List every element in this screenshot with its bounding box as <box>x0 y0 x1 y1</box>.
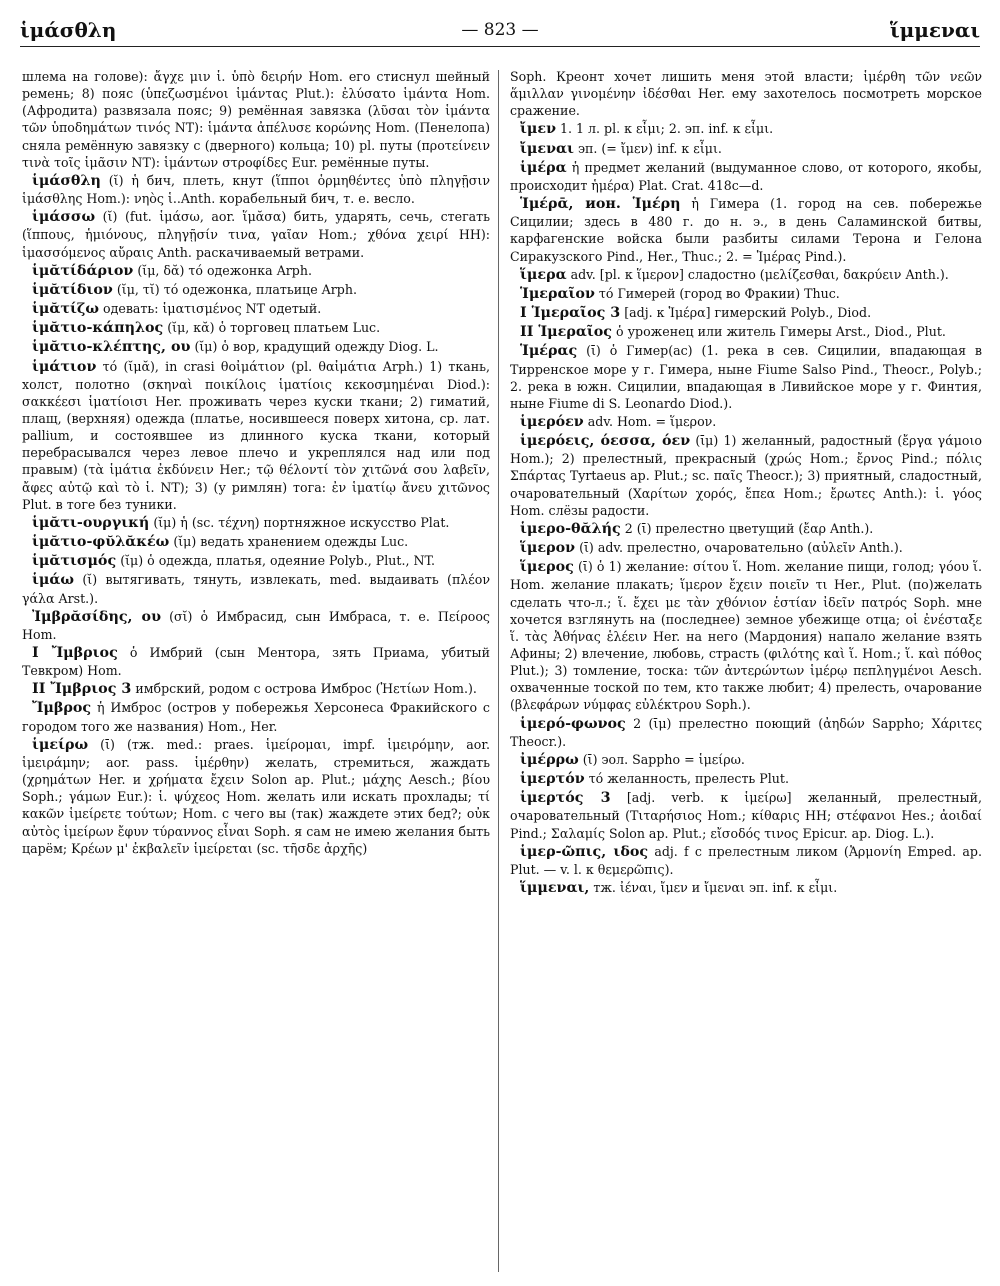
dictionary-entry <box>510 789 982 841</box>
entry-text: (ῑ) adv. прелестно, очаровательно (αὐλεῖν Anth.). <box>579 540 903 556</box>
entry-headword: ἴμεν <box>520 121 556 138</box>
dictionary-entry <box>510 285 982 303</box>
entry-headword: ἵμερον <box>520 540 576 557</box>
dictionary-entry <box>22 736 490 857</box>
dictionary-entry <box>22 338 490 356</box>
entry-text: (ῑ) эол. Sappho = ἱμείρω. <box>582 751 745 767</box>
dictionary-entry <box>22 514 490 532</box>
entry-text: (ῑ) (тж. med.: praes. ἱμείρομαι, impf. ἱμειρόμην, aor. ἱμειράμην; aor. pass. ἱμέρθην) желать, стремиться, жаждать (χρημάτων Her. и χρήματα ἔχειν Solon ap. Plut.; μάχης Aesch.; βίου Soph.; γάμων Eur.): ἱ. ψύχεος Hom. желать или искать прохлады; τί κακῶν ἱμείρετε τούτων; Hom. с чего вы (так) жаждете этих бед?; οὐκ αὐτὸς ἱμείρων ἔφυν τύραννος εἶναι Soph. я сам не имею желания быть царём; Κρέων μ' ἐκβαλεῖν ἱμείρεται (sc. τῆσδε ἀρχῆς) <box>22 736 490 856</box>
entry-text: (ῑμ) 1) желанный, радостный (ἔργα γάμοιο Hom.); 2) прелестный, прекрасный (χρώς Hom.; ἔρνος Pind.; πόλις Σπάρτας Tyrtaeus ap. Plut.; sc. παῖς Theocr.); 3) приятный, сладостный, очаровательный (Χαρίτων χορός, ἔπεα Hom.; ἔρωτες Anth.): ἱ. γόος Hom. слёзы радости. <box>510 433 982 518</box>
entry-text: Soph. Креонт хочет лишить меня этой власти; ἱμέρθη τῶν νεῶν ἅμιλλαν γινομένην ἰδέσθαι Her. ему захотелось посмотреть морское сражение. <box>510 69 982 119</box>
column-divider <box>498 70 499 1272</box>
page-number: — 823 — <box>461 20 539 40</box>
dictionary-entry <box>510 159 982 194</box>
dictionary-entry <box>510 195 982 265</box>
entry-text: ὁ Имбрий (сын Ментора, зять Приама, убитый Тевкром) Hom. <box>22 645 490 679</box>
entry-headword: II Ἴμβριος 3 <box>32 681 132 698</box>
entry-text: (ῐμ, κᾰ) ὁ торговец платьем Luc. <box>167 320 381 336</box>
dictionary-entry <box>510 323 982 341</box>
entry-text: τό Гимерей (город во Фракии) Thuc. <box>598 285 840 301</box>
dictionary-entry <box>22 552 490 570</box>
entry-text: adj. f с прелестным ликом (Ἁρμονίη Emped. ap. Plut. — v. l. к θεμερῶπις). <box>510 843 982 877</box>
entry-headword: ἱμερόεν <box>520 413 584 430</box>
entry-headword: ἱμᾰτισμός <box>32 553 117 570</box>
dictionary-entry <box>510 342 982 412</box>
entry-text: эп. (= ἴμεν) inf. к εἶμι. <box>577 140 722 156</box>
page-header <box>20 14 980 47</box>
entry-text: adv. [pl. к ἵμερον] сладостно (μελίζεσθαι, δακρύειν Anth.). <box>570 266 949 282</box>
dictionary-entry <box>510 539 982 557</box>
left-column <box>22 68 490 1278</box>
dictionary-entry <box>510 140 982 158</box>
entry-text: (ῑ) ὁ 1) желание: σίτου ἵ. Hom. желание пищи, голод; γόου ἵ. Hom. желание плакать; ἵμερον ἔχειν ποιεῖν τι Her., Plut. (по)желать сделать что-л.; ἵ. ἔχει με τὰν χθόνιον ἑστίαν ἰδεῖν πατρός Soph. мне хочется взглянуть на (последнее) земное убежище отца; οἱ ἐνέσταξε ἵ. τὰς Ἀθήνας ἑλέειν Her. на него (Мардония) напало желание взять Афины; 2) влечение, любовь, страсть (φιλότης καὶ ἵ. Hom.; ἵ. καὶ πόθος Plut.); 3) томление, тоска: τῶν ἀντερώντων ἱμέρῳ πεπληγμένοι Aesch. охваченные тоской по тем, кто также любит; 4) прелесть, очарование (βλεφάρων νύμφας εὐλέκτρου Soph.). <box>510 559 982 713</box>
entry-text: (σῐ) ὁ Имбрасид, сын Имбраса, т. е. Πείροος Hom. <box>22 608 490 642</box>
entry-text: 1. 1 л. pl. к εἶμι; 2. эп. inf. к εἶμι. <box>560 121 774 137</box>
entry-headword: Ἱμέρας <box>520 343 578 360</box>
dictionary-entry <box>22 680 490 698</box>
dictionary-entry <box>22 281 490 299</box>
entry-text: 2 (ῑ) прелестно цветущий (ἔαρ Anth.). <box>624 520 874 536</box>
running-head-left: ἱμάσθλη <box>20 18 117 42</box>
entry-text: (ῑ) ὁ Гимер(ас) (1. река в сев. Сицилии, впадающая в Тирренское море у г. Гимера, ныне Fiume Salso Pind., Theocr., Polyb.; 2. река в южн. Сицилии, впадающая в Ливийское море у г. Финтия, ныне Fiume di S. Leonardo Diod.). <box>510 343 982 411</box>
entry-text: τό желанность, прелесть Plut. <box>588 771 789 787</box>
dictionary-entry <box>22 300 490 318</box>
entry-text: шлема на голове): ἄγχε μιν ἱ. ὑπὸ δειρήν Hom. его стиснул шейный ремень; 8) пояс (ὑπεζωσμένοι ἱμάντας Plut.): ἐλύσατο ἱμάντα Hom. (Афродита) развязала пояс; 9) ремённая завязка (λῦσαι τὸν ἱμάντα τῶν ὑποδημάτων τινός NT): ἱμάντα ἀπέλυσε κορώνης Hom. (Пенелопа) сняла ремённую завязку с (дверного) кольца; 10) pl. путы (προτείνειν τινὰ τοῖς ἱμᾶσιν NT): ἱμάντων στροφίδες Eur. ремённые путы. <box>22 69 490 170</box>
entry-text: (ῐμ) ὁ одежда, платья, одеяние Polyb., Plut., NT. <box>120 553 436 569</box>
entry-headword: II Ἱμεραῖος <box>520 324 613 341</box>
entry-text: 2 (ῑμ) прелестно поющий (ἀηδών Sappho; Χάριτες Theocr.). <box>510 715 982 749</box>
entry-text: одевать: ἱματισμένος NT одетый. <box>103 301 322 317</box>
entry-text: (ῐ) ἡ бич, плеть, кнут (ἵπποι ὁρμηθέντες ὑπὸ πληγῇσιν ἱμάσθλης Hom.): νηὸς ἱ..Anth. корабельный бич, т. е. весло. <box>22 172 490 207</box>
entry-text: имбрский, родом с острова Имброс (Ἠετίων Hom.). <box>135 681 477 697</box>
dictionary-entry <box>510 413 982 431</box>
entry-headword: ἱμερό-φωνος <box>520 715 626 732</box>
entry-text: [adj. к Ἱμέρα] гимерский Polyb., Diod. <box>624 305 872 321</box>
entry-headword: ἵμερος <box>520 559 574 576</box>
entry-text: adv. Hom. = ἵμερον. <box>587 413 717 429</box>
entry-headword: ἵμμεναι, <box>520 880 590 897</box>
entry-headword: I Ἴμβριος <box>32 645 118 661</box>
entry-text: (ῐ) вытягивать, тянуть, извлекать, med. выдаивать (πλέον γάλα Arst.). <box>22 572 490 606</box>
dictionary-entry <box>22 319 490 337</box>
entry-headword: ἱμερτόν <box>520 771 585 788</box>
dictionary-entry <box>510 68 982 119</box>
entry-headword: ἱμᾰτίδιον <box>32 281 113 298</box>
dictionary-entry <box>510 304 982 322</box>
entry-headword: Ἰμβρᾰσίδης, ου <box>32 608 162 625</box>
dictionary-entry <box>510 770 982 788</box>
entry-text: (ῐμ, δᾰ) τό одежонка Arph. <box>137 262 312 278</box>
entry-headword: ἱμάσθλη <box>32 172 101 189</box>
entry-text: ἡ Гимера (1. город на сев. побережье Сицилии; здесь в 480 г. до н. э., в день Саламинской битвы, карфагенские войска были разбиты силами Терона и Гелона Сиракузского Pind., Her., Thuc.; 2. = Ἱμέρας Pind.). <box>510 196 982 264</box>
dictionary-entry <box>510 120 982 138</box>
entry-text: τό (ῐμᾰ), in crasi θοἰμάτιον (pl. θαἰμάτια Arph.) 1) ткань, холст, полотно (σκηναὶ ποικίλοις ἱματίοις κεκοσμημέναι Diod.): σακκέεσι ἱματίοισι Her. проживать через куски ткани; 2) гиматий, плащ, (верхняя) одежда (платье, носившееся поверх хитона, ср. лат. pallium, и состоявшее из длинного куска ткани, который перебрасывался через левое плечо и укреплялся над или под правым) (τὰ ἱμάτια ἐκδύνειν Her.; τῷ θέλοντί τὸν χιτῶνά σου λαβεῖν, ἄφες αὐτῷ καὶ τὸ ἱ. NT); 3) (у римлян) тога: ἐν ἱματίῳ ἄνευ χιτῶνος Plut. в тоге без туники. <box>22 358 490 512</box>
entry-headword: ἱμερτός 3 <box>520 790 611 807</box>
entry-headword: ἱμερ-ῶπις, ιδος <box>520 843 649 860</box>
entry-headword: I Ἱμεραῖος 3 <box>520 305 621 322</box>
entry-text: тж. ἰέναι, ἴμεν и ἴμεναι эп. inf. к εἶμι. <box>593 880 838 896</box>
entry-headword: ἱμάτιον <box>32 358 97 375</box>
dictionary-entry <box>22 68 490 171</box>
entry-text: (ῐ) (fut. ἱμάσω, aor. ἵμᾰσα) бить, ударять, сечь, стегать (ἵππους, ἡμιόνους, πληγῇσίν τινα, γαῖαν Hom.; χθόνα χειρί HH): ἱμασσόμενος αὔραις Anth. раскачиваемый ветрами. <box>22 209 490 260</box>
dictionary-entry <box>510 266 982 284</box>
entry-text: ἡ предмет желаний (выдуманное слово, от которого, якобы, происходит ἡμέρα) Plat. Crat. 418c—d. <box>510 159 982 193</box>
dictionary-entry <box>22 608 490 643</box>
entry-headword: ἱμάω <box>32 572 74 589</box>
entry-headword: ἴμεναι <box>520 140 574 157</box>
entry-text: (ῐμ) ведать хранением одежды Luc. <box>173 534 409 550</box>
entry-headword: Ἱμέρᾱ, ион. Ἱμέρη <box>520 196 681 213</box>
entry-headword: ἱμᾰτίδάριον <box>32 262 134 279</box>
dictionary-entry <box>22 644 490 679</box>
dictionary-entry <box>22 571 490 606</box>
dictionary-entry <box>510 558 982 713</box>
entry-headword: ἱμέρα <box>520 159 567 176</box>
running-head-right: ἵμμεναι <box>889 18 980 42</box>
entry-headword: ἰμέρρω <box>520 751 579 768</box>
entry-headword: ἱμᾰτίζω <box>32 301 100 318</box>
dictionary-entry <box>22 533 490 551</box>
dictionary-entry <box>510 879 982 897</box>
entry-headword: ἱμάσσω <box>32 209 96 226</box>
entry-headword: Ἱμεραῖον <box>520 285 595 302</box>
entry-headword: ἱμᾰτι-ουργική <box>32 514 150 531</box>
dictionary-entry <box>22 262 490 280</box>
right-column <box>510 68 982 1278</box>
entry-text: [adj. verb. к ἱμείρω] желанный, прелестный, очаровательный (Τιταρήσιος Hom.; κίθαρις HH; στέφανοι Hes.; ἀοιδαί Pind.; Σαλαμίς Solon ap. Plut.; εἴσοδός τινος Epicur. ap. Diog. L.). <box>510 790 982 841</box>
dictionary-entry <box>22 208 490 260</box>
entry-text: ὁ уроженец или житель Гимеры Arst., Diod., Plut. <box>616 324 946 340</box>
dictionary-entry <box>22 172 490 207</box>
entry-headword: ἱμᾰτιο-φῠλᾰκέω <box>32 534 170 551</box>
dictionary-entry <box>22 699 490 734</box>
dictionary-entry <box>510 520 982 538</box>
entry-text: (ῐμ) ὁ вор, крадущий одежду Diog. L. <box>194 339 439 355</box>
entry-headword: ἵμερα <box>520 266 567 283</box>
dictionary-entry <box>510 432 982 519</box>
dictionary-entry <box>22 358 490 513</box>
dictionary-entry <box>510 843 982 878</box>
entry-text: ἡ Имброс (остров у побережья Херсонеса Фракийского с городом того же названия) Hom., Her. <box>22 700 490 734</box>
entry-headword: ἱμείρω <box>32 736 89 753</box>
entry-headword: ἱμερόεις, όεσσα, όεν <box>520 433 691 450</box>
entry-headword: ἱμᾰτιο-κάπηλος <box>32 320 164 337</box>
entry-headword: ἱμερο-θᾰλής <box>520 520 621 537</box>
entry-text: (ῐμ) ἡ (sc. τέχνη) портняжное искусство Plat. <box>153 514 450 530</box>
entry-text: (ῐμ, τῐ) τό одежонка, платьице Arph. <box>116 281 357 297</box>
entry-headword: Ἴμβρος <box>32 700 92 717</box>
dictionary-entry <box>510 715 982 750</box>
entry-headword: ἱμᾰτιο-κλέπτης, ου <box>32 339 191 356</box>
dictionary-entry <box>510 751 982 769</box>
